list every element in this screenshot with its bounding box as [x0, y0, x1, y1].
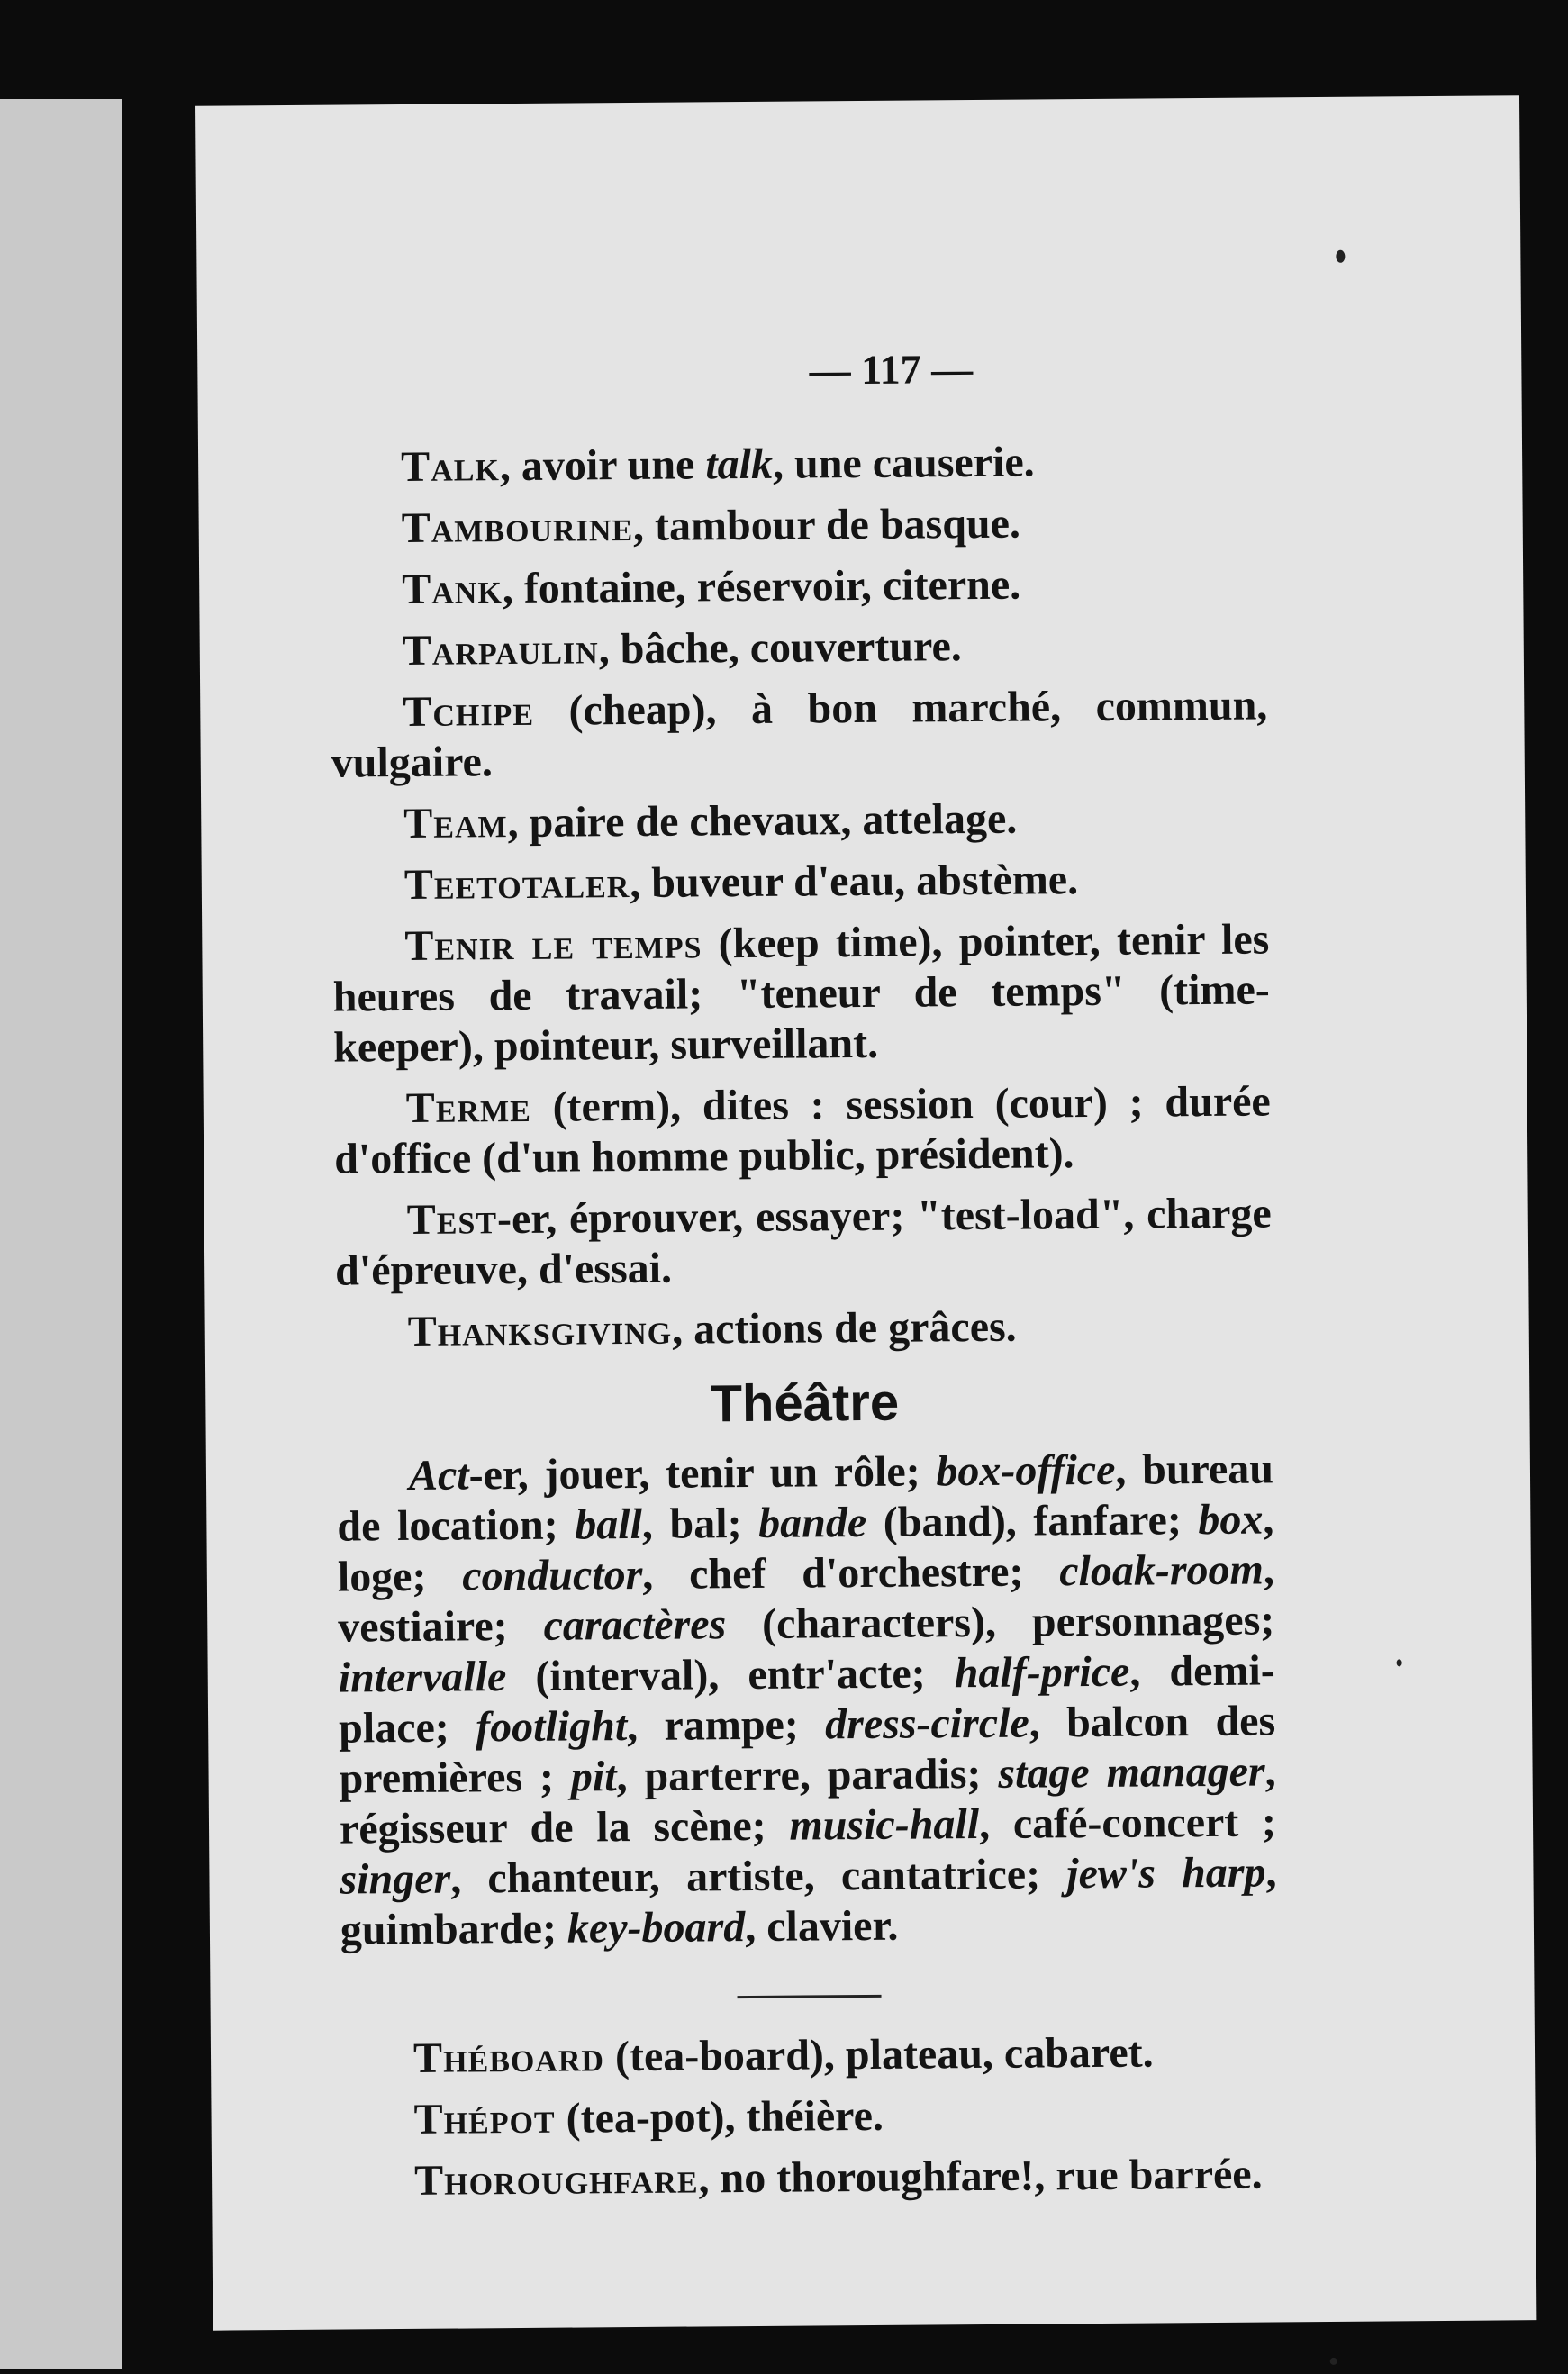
italic-term: caractères	[543, 1600, 727, 1650]
glossary-entry: Tenir le temps (keep time), pointer, tenir les heures de travail; "teneur de temps" (time-keeper), pointeur, surveillant.	[332, 915, 1270, 1072]
entry-headword: Team	[403, 799, 508, 847]
scan-page-edge	[122, 99, 195, 2369]
entry-headword: Teetotaler	[403, 859, 630, 909]
glossary-entry: Tchipe (cheap), à bon marché, commun, vulgaire.	[331, 681, 1268, 787]
glossary-entry: Thoroughfare, no thoroughfare!, rue barrée.	[413, 2150, 1263, 2205]
entry-headword: Théboard	[412, 2033, 605, 2082]
italic-term: stage manager	[998, 1747, 1265, 1798]
scan-margin-left	[0, 99, 122, 2369]
entry-headword: Tank	[402, 565, 503, 613]
glossary-entry: Team, paire de chevaux, attelage.	[403, 794, 1018, 847]
italic-term: dress-circle	[824, 1699, 1029, 1749]
entry-headword: Tarpaulin	[402, 625, 599, 675]
glossary-entry: Théboard (tea-board), plateau, cabaret.	[412, 2028, 1154, 2082]
glossary-entry: Test-er, éprouver, essayer; "test-load", charge d'épreuve, d'essai.	[334, 1189, 1272, 1295]
glossary-entry: Terme (term), dites : session (cour) ; durée d'office (d'un homme public, président).	[334, 1077, 1271, 1183]
page-number: — 117 —	[809, 346, 974, 394]
italic-term: cloak-room	[1058, 1545, 1264, 1596]
italic-term: box-office	[936, 1445, 1116, 1496]
glossary-entry: Tambourine, tambour de basque.	[401, 499, 1021, 552]
glossary-entry: Tank, fontaine, réservoir, citerne.	[402, 560, 1021, 613]
entry-headword: Thoroughfare	[413, 2154, 699, 2205]
italic-term: talk	[705, 439, 774, 489]
scan-speck	[1330, 2358, 1337, 2365]
section-divider	[738, 1995, 882, 1998]
book-page	[195, 95, 1536, 2330]
italic-term: bande	[757, 1498, 867, 1547]
italic-term: Act	[408, 1451, 469, 1500]
italic-term: footlight	[475, 1702, 628, 1752]
glossary-entry: Talk, avoir une talk, une causerie.	[400, 438, 1035, 491]
italic-term: intervalle	[338, 1653, 507, 1702]
section-body: Act-er, jouer, tenir un rôle; box-office, bureau de location; ball, bal; bande (band), fanfare; box, loge; conductor, chef d'orchestre; cloak-room, vestiaire; caractères (characters), personnages; intervalle (interval), entr'acte; half-price, demi-place; footlight, rampe; dress-circle, balcon des premières ; pit, parterre, paradis; stage manager, régisseur de la scène; music-hall, café-concert ; singer, chanteur, artiste, cantatrice; jew's harp, guimbarde; key-board, clavier.	[337, 1445, 1277, 1954]
glossary-entry: Teetotaler, buveur d'eau, abstème.	[403, 856, 1079, 909]
italic-term: half-price	[954, 1647, 1130, 1698]
entry-headword: Terme	[405, 1083, 531, 1132]
glossary-entry: Thanksgiving, actions de grâces.	[407, 1302, 1017, 1355]
italic-term: jew's harp	[1066, 1848, 1266, 1898]
italic-term: conductor	[462, 1550, 643, 1600]
entry-headword: Tchipe	[403, 686, 535, 736]
page-content	[329, 435, 1279, 2217]
entry-headword: Tenir le temps	[404, 920, 702, 970]
entry-headword: Talk	[400, 442, 501, 491]
entry-headword: Thanksgiving	[407, 1305, 673, 1355]
italic-term: ball	[575, 1500, 643, 1549]
section-title: Théâtre	[710, 1373, 900, 1434]
italic-term: music-hall	[789, 1799, 980, 1850]
glossary-entries	[329, 435, 1273, 1357]
glossary-entries-after	[341, 2026, 1279, 2206]
italic-term: singer	[340, 1854, 451, 1904]
scan-speck	[1336, 250, 1345, 263]
scan-speck	[1397, 1659, 1402, 1666]
entry-headword: Thépot	[413, 2094, 556, 2143]
glossary-entry: Thépot (tea-pot), théière.	[413, 2091, 884, 2143]
glossary-entry: Tarpaulin, bâche, couverture.	[402, 622, 962, 675]
entry-headword: Tambourine	[401, 502, 634, 552]
italic-term: key-board	[566, 1903, 746, 1953]
italic-term: box	[1198, 1495, 1264, 1545]
italic-term: pit	[570, 1753, 617, 1801]
entry-headword: Test	[406, 1195, 498, 1244]
